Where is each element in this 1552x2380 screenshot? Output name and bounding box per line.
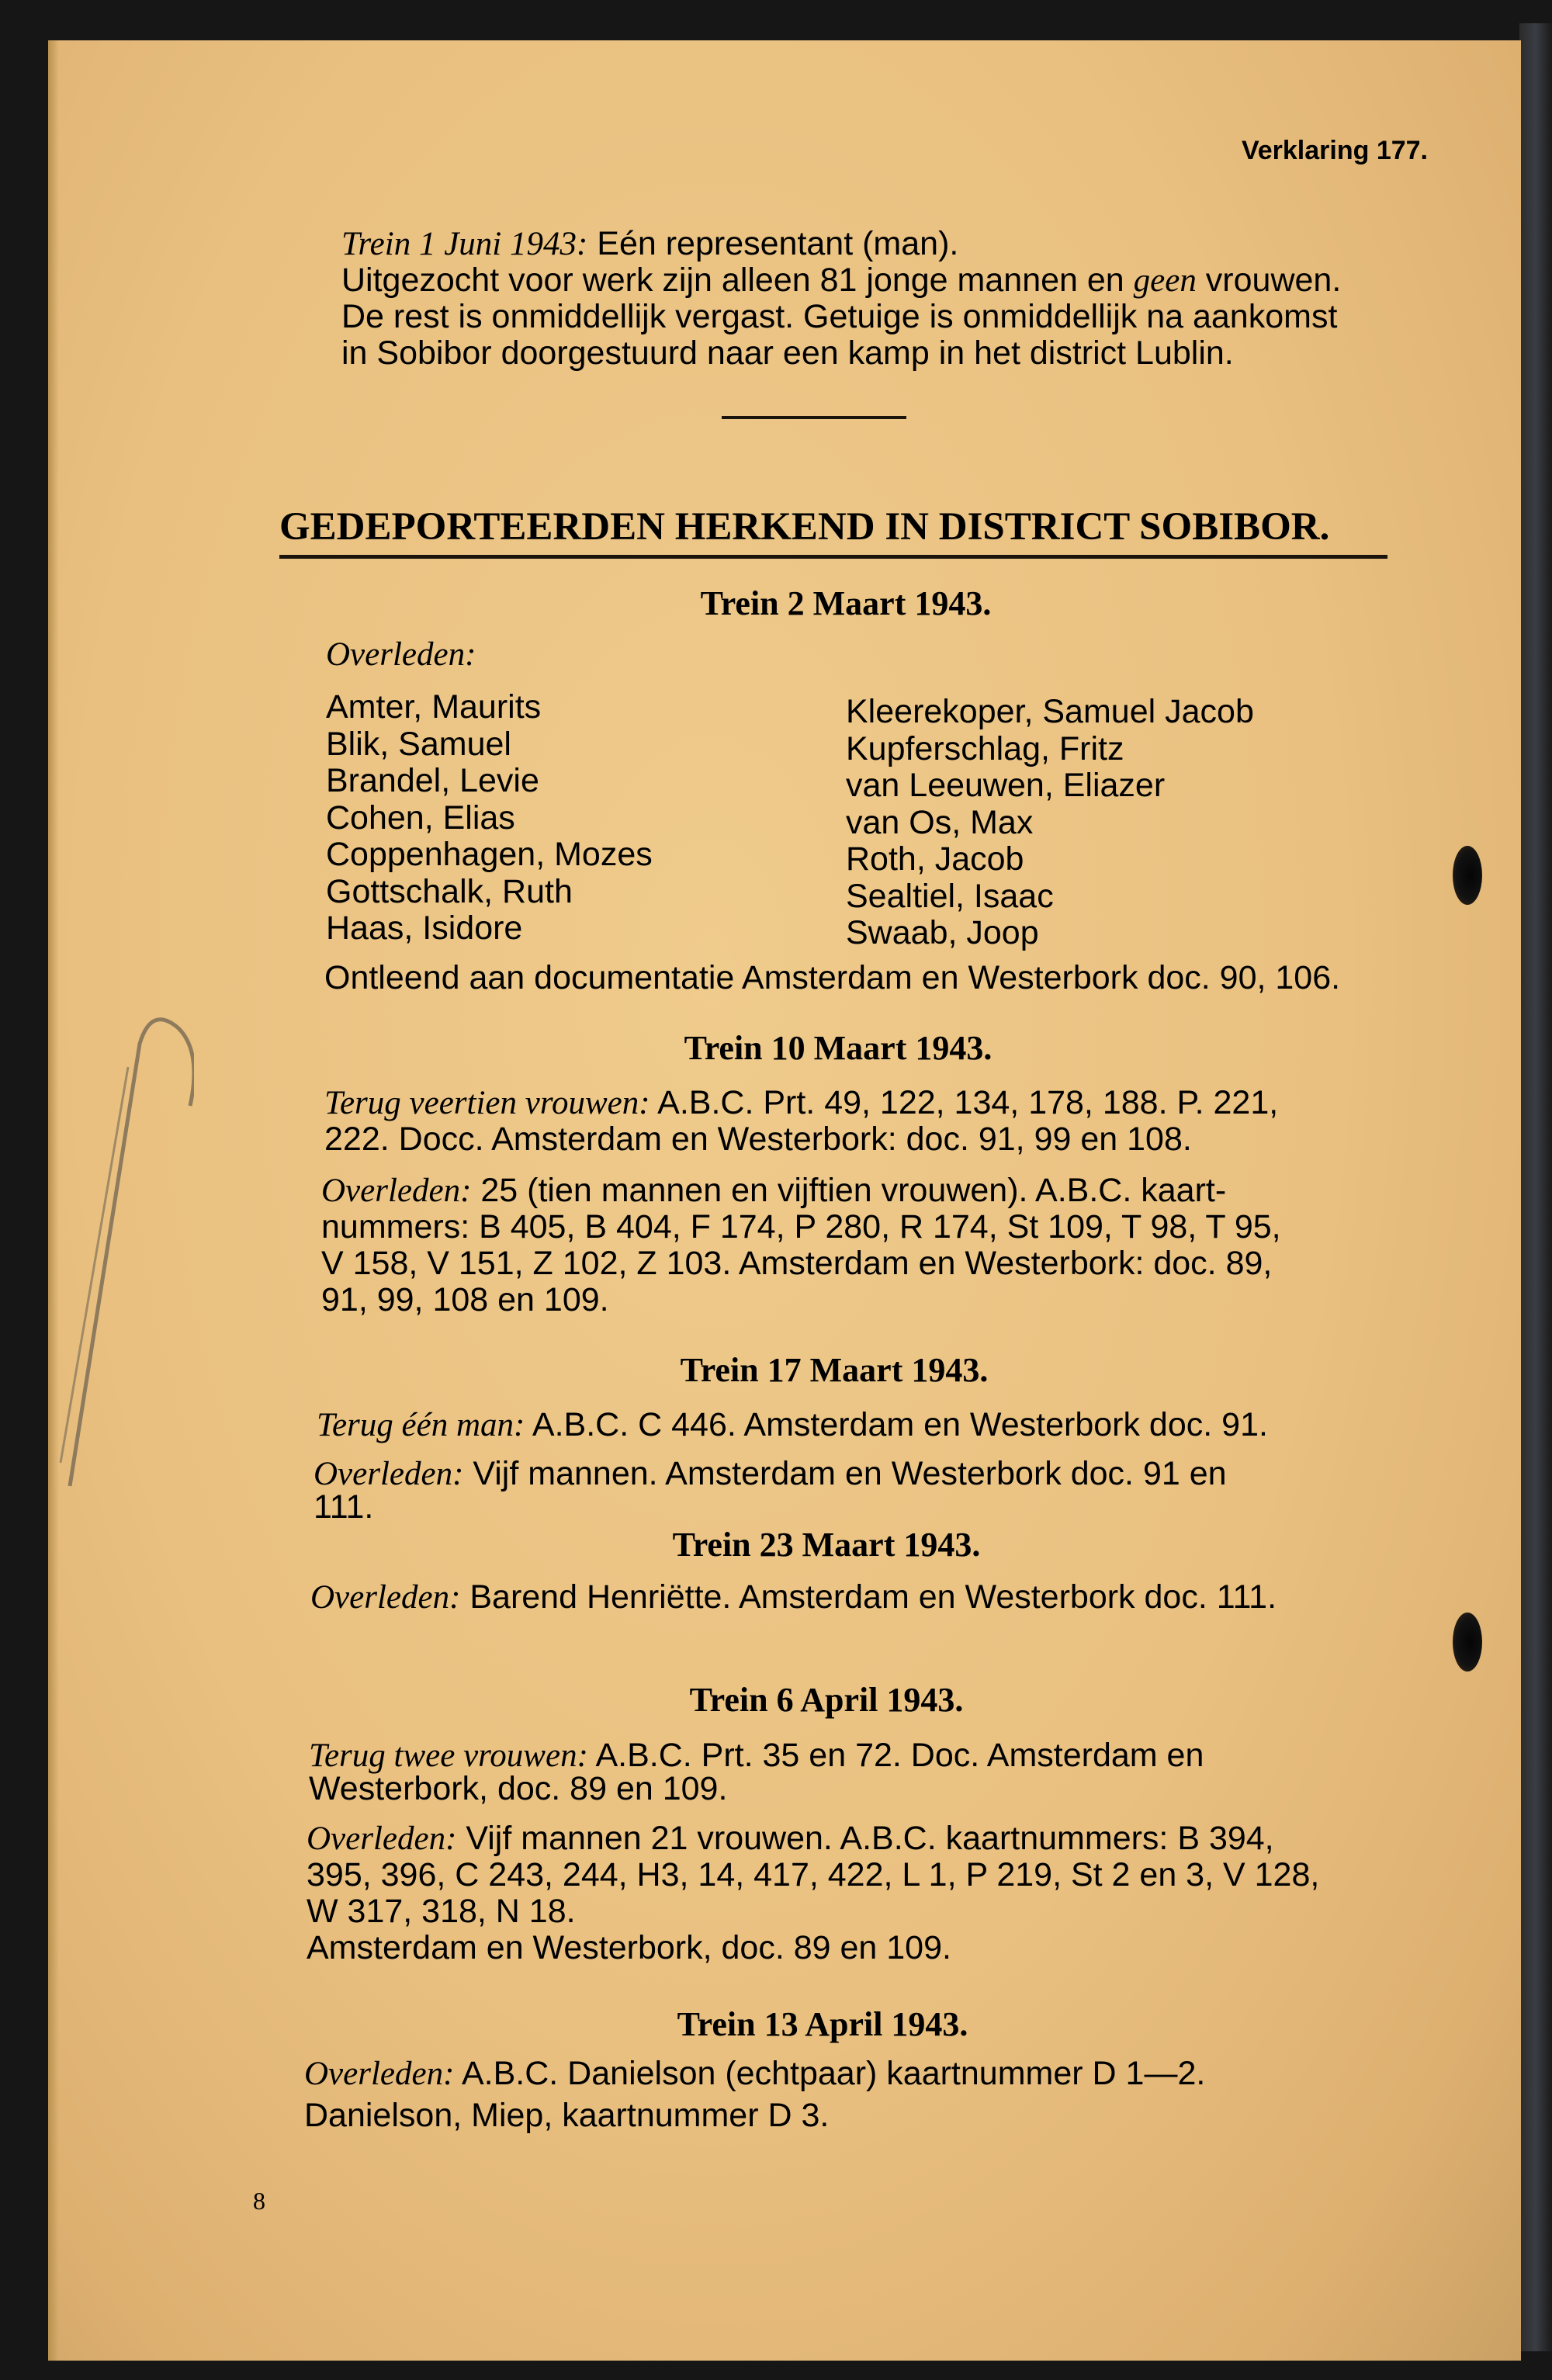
return-text: A.B.C. Prt. 49, 122, 134, 178, 188. P. 221, [650,1084,1279,1121]
deceased-label: Overleden: [304,2056,455,2092]
list-item: Haas, Isidore [326,909,523,947]
deceased-text: Vijf mannen. Amsterdam en Westerbork doc. 91 en [463,1455,1227,1492]
return-line-17-maart [317,1406,1268,1444]
paperclip-icon [54,997,194,1494]
deceased-line-6-april-2: 395, 396, C 243, 244, H3, 14, 417, 422, L 1, P 219, St 2 en 3, V 128, [307,1856,1320,1893]
intro-train-label: Trein 1 Juni 1943: [341,226,588,262]
train-heading-2-maart: Trein 2 Maart 1943. [700,584,992,622]
deceased-line-13-april-1 [304,2055,1205,2093]
deceased-label: Overleden: [321,1173,472,1209]
intro-line-2-emphasis: geen [1133,262,1197,299]
names-list-right [846,694,1254,952]
intro-line-1-text: Eén representant (man). [587,225,959,262]
list-item: Blik, Samuel [326,725,511,763]
intro-line-1 [341,225,958,263]
return-label: Terug twee vrouwen: [309,1737,588,1774]
deceased-text: A.B.C. Danielson (echtpaar) kaartnummer D 1—2. [454,2055,1206,2092]
deceased-line-13-april-2: Danielson, Miep, kaartnummer D 3. [304,2097,830,2134]
list-item: Kupferschlag, Fritz [846,729,1124,767]
deceased-text: Vijf mannen 21 vrouwen. A.B.C. kaartnummers: B 394, [456,1820,1274,1857]
return-text: A.B.C. Prt. 35 en 72. Doc. Amsterdam en [587,1737,1204,1774]
intro-line-3: De rest is onmiddellijk vergast. Getuige is onmiddellijk na aankomst [341,298,1338,335]
train-heading-17-maart: Trein 17 Maart 1943. [680,1351,989,1389]
intro-line-2-a: Uitgezocht voor werk zijn alleen 81 jonge mannen en [341,262,1134,299]
list-item: Amter, Maurits [326,688,542,726]
return-label: Terug één man: [317,1407,525,1443]
return-text: A.B.C. C 446. Amsterdam en Westerbork doc. 91. [525,1406,1268,1443]
deceased-label: Overleden: [326,636,476,673]
train-heading-23-maart: Trein 23 Maart 1943. [672,1526,981,1564]
deceased-label: Overleden: [310,1579,461,1616]
section-title: GEDEPORTEERDEN HERKEND IN DISTRICT SOBIBOR. [279,505,1330,549]
list-item: van Leeuwen, Eliazer [846,767,1166,804]
return-label: Terug veertien vrouwen: [324,1085,650,1121]
train-heading-13-april: Trein 13 April 1943. [677,2005,968,2043]
declaration-reference: Verklaring 177. [1241,136,1428,165]
list-item: Cohen, Elias [326,799,515,837]
deceased-line-10-maart-4: 91, 99, 108 en 109. [321,1281,609,1318]
list-item: Sealtiel, Isaac [846,877,1054,915]
deceased-line-17-maart-2: 111. [314,1488,374,1526]
deceased-line-6-april-3: W 317, 318, N 18. [307,1893,576,1930]
train-heading-10-maart: Trein 10 Maart 1943. [684,1029,993,1067]
return-line-6-april-2: Westerbork, doc. 89 en 109. [309,1770,728,1807]
punch-hole-bottom [1453,1613,1482,1672]
deceased-line-6-april-1 [307,1820,1274,1858]
deceased-line-23-maart [310,1578,1277,1616]
return-line-10-maart-2: 222. Docc. Amsterdam en Westerbork: doc. 91, 99 en 108. [324,1121,1192,1158]
page-number: 8 [253,2187,265,2215]
list-item: Coppenhagen, Mozes [326,836,653,873]
deceased-text: Barend Henriëtte. Amsterdam en Westerbork doc. 111. [460,1578,1277,1616]
source-note-6-april: Amsterdam en Westerbork, doc. 89 en 109. [307,1929,951,1966]
intro-line-2-b: vrouwen. [1196,262,1342,299]
return-line-6-april-1 [309,1737,1204,1775]
list-item: van Os, Max [846,803,1034,841]
deceased-label: Overleden: [314,1456,464,1492]
list-item: Kleerekoper, Samuel Jacob [846,693,1254,730]
deceased-label: Overleden: [307,1821,457,1857]
train-heading-6-april: Trein 6 April 1943. [689,1681,964,1719]
deceased-line-10-maart-1 [321,1172,1226,1210]
list-item: Swaab, Joop [846,914,1039,951]
deceased-line-10-maart-3: V 158, V 151, Z 102, Z 103. Amsterdam en Westerbork: doc. 89, [321,1245,1273,1282]
separator-rule [722,416,906,419]
intro-line-4: in Sobibor doorgestuurd naar een kamp in het district Lublin. [341,334,1234,372]
list-item: Gottschalk, Ruth [326,872,573,910]
binding-edge [1519,23,1552,2351]
intro-line-2 [341,262,1341,300]
names-list-left [326,689,653,947]
deceased-line-10-maart-2: nummers: B 405, B 404, F 174, P 280, R 174, St 109, T 98, T 95, [321,1208,1281,1245]
punch-hole-top [1453,846,1482,905]
section-title-underline [279,555,1387,559]
deceased-text: 25 (tien mannen en vijftien vrouwen). A.B.C. kaart- [471,1172,1227,1209]
source-note-2-maart: Ontleend aan documentatie Amsterdam en Westerbork doc. 90, 106. [324,959,1341,996]
list-item: Roth, Jacob [846,840,1024,878]
deceased-line-17-maart-1 [314,1455,1227,1493]
return-line-10-maart-1 [324,1084,1278,1122]
list-item: Brandel, Levie [326,762,539,799]
